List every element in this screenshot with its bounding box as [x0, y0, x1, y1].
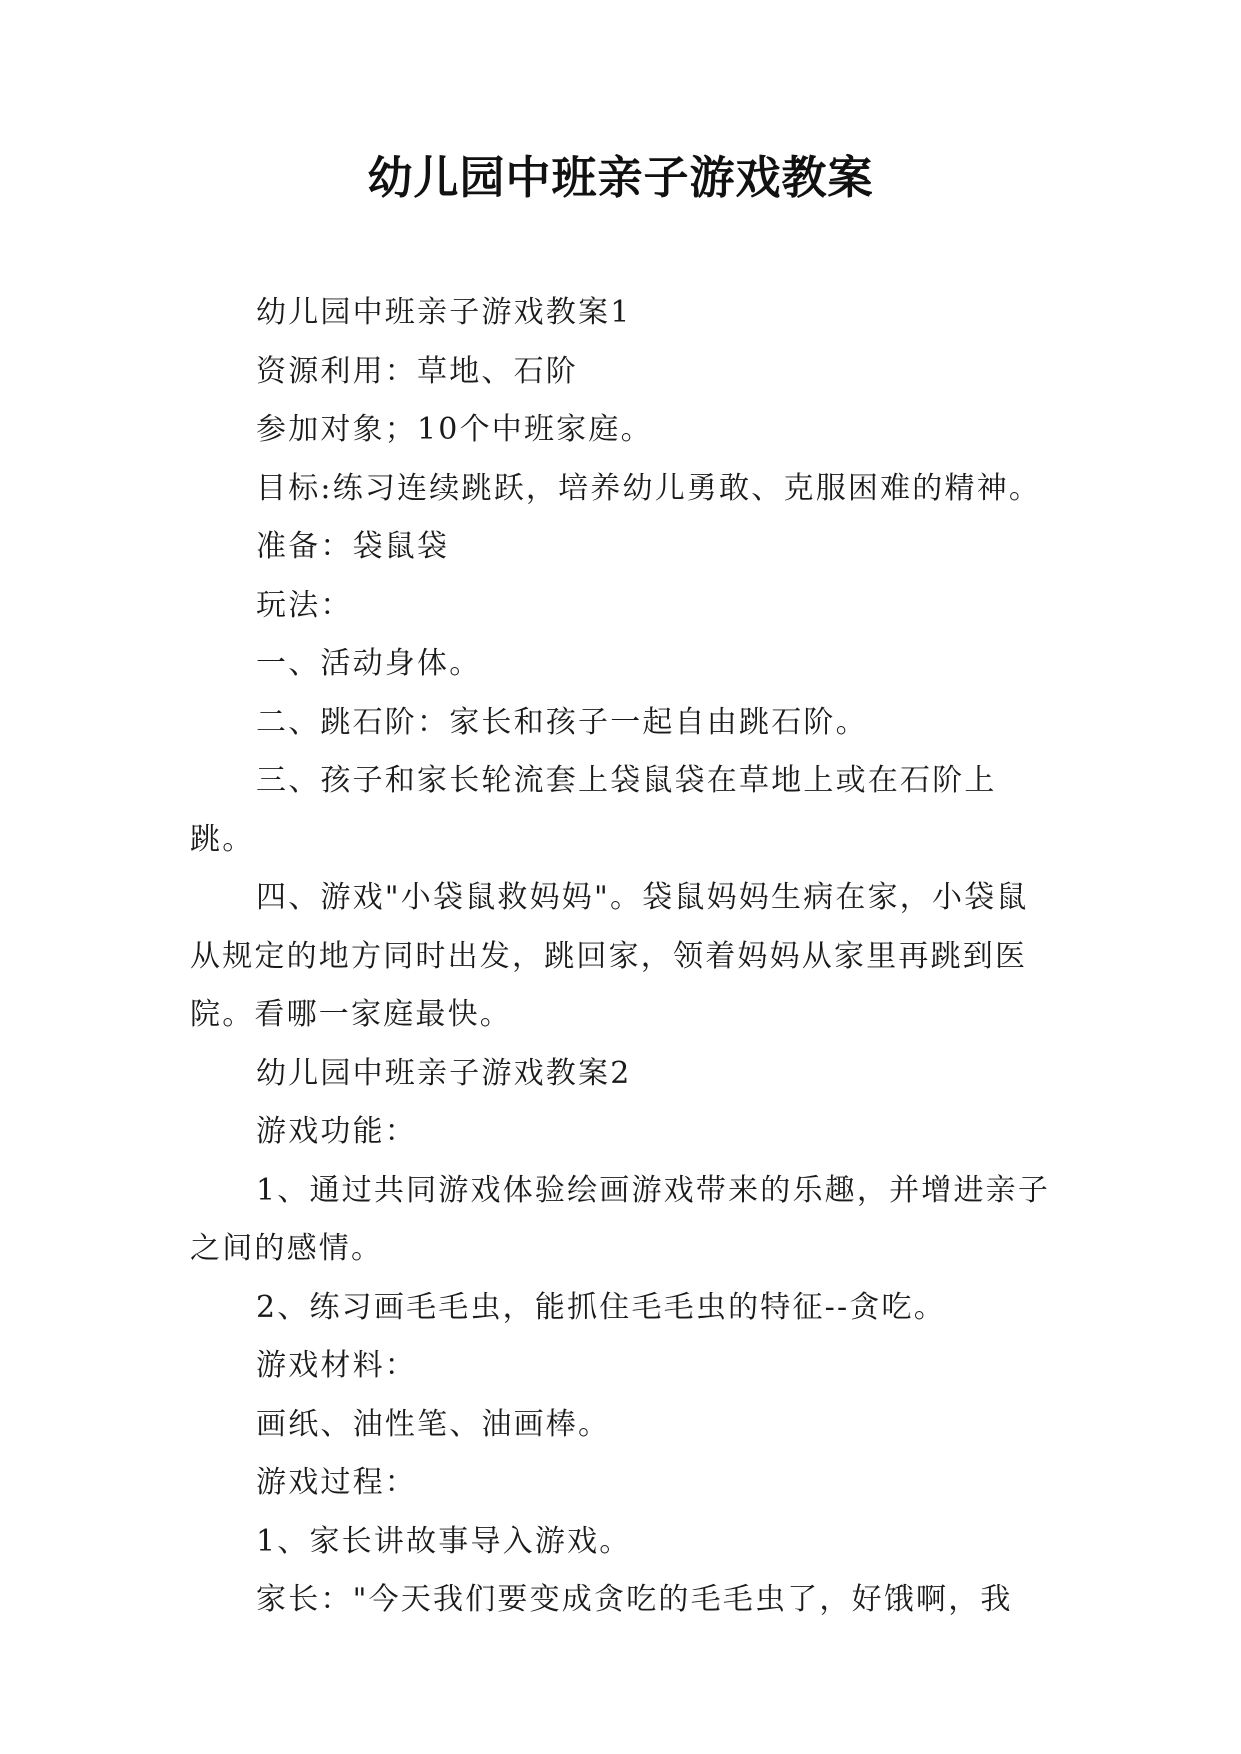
paragraph: 1、通过共同游戏体验绘画游戏带来的乐趣，并增进亲子之间的感情。 — [190, 1172, 1051, 1266]
section-heading-1: 幼儿园中班亲子游戏教案1 — [256, 295, 632, 330]
paragraph: 一、活动身体。 — [256, 646, 482, 681]
paragraph: 准备：袋鼠袋 — [256, 529, 450, 564]
section-heading-2: 幼儿园中班亲子游戏教案2 — [256, 1055, 632, 1091]
paragraph: 资源利用：草地、石阶 — [256, 353, 578, 389]
paragraph: 玩法： — [256, 587, 353, 623]
paragraph: 1、家长讲故事导入游戏。 — [256, 1523, 632, 1559]
paragraph: 2、练习画毛毛虫，能抓住毛毛虫的特征--贪吃。 — [256, 1289, 946, 1325]
paragraph: 家长："今天我们要变成贪吃的毛毛虫了，好饿啊，我 — [256, 1582, 1013, 1617]
document-title: 幼儿园中班亲子游戏教案 — [367, 151, 874, 204]
paragraph: 游戏功能： — [256, 1114, 417, 1149]
paragraph: 游戏过程： — [256, 1465, 417, 1500]
paragraph: 参加对象；10个中班家庭。 — [256, 412, 653, 447]
paragraph: 三、孩子和家长轮流套上袋鼠袋在草地上或在石阶上跳。 — [190, 763, 997, 857]
document-body — [190, 284, 1053, 1630]
paragraph: 二、跳石阶：家长和孩子一起自由跳石阶。 — [256, 704, 868, 740]
paragraph: 目标:练习连续跳跃，培养幼儿勇敢、克服困难的精神。 — [256, 470, 1042, 506]
paragraph: 四、游戏"小袋鼠救妈妈"。袋鼠妈妈生病在家，小袋鼠从规定的地方同时出发，跳回家，领着妈妈从家里再跳到医院。看哪一家庭最快。 — [190, 880, 1029, 1032]
paragraph: 游戏材料： — [256, 1348, 417, 1383]
paragraph: 画纸、油性笔、油画棒。 — [256, 1406, 611, 1442]
